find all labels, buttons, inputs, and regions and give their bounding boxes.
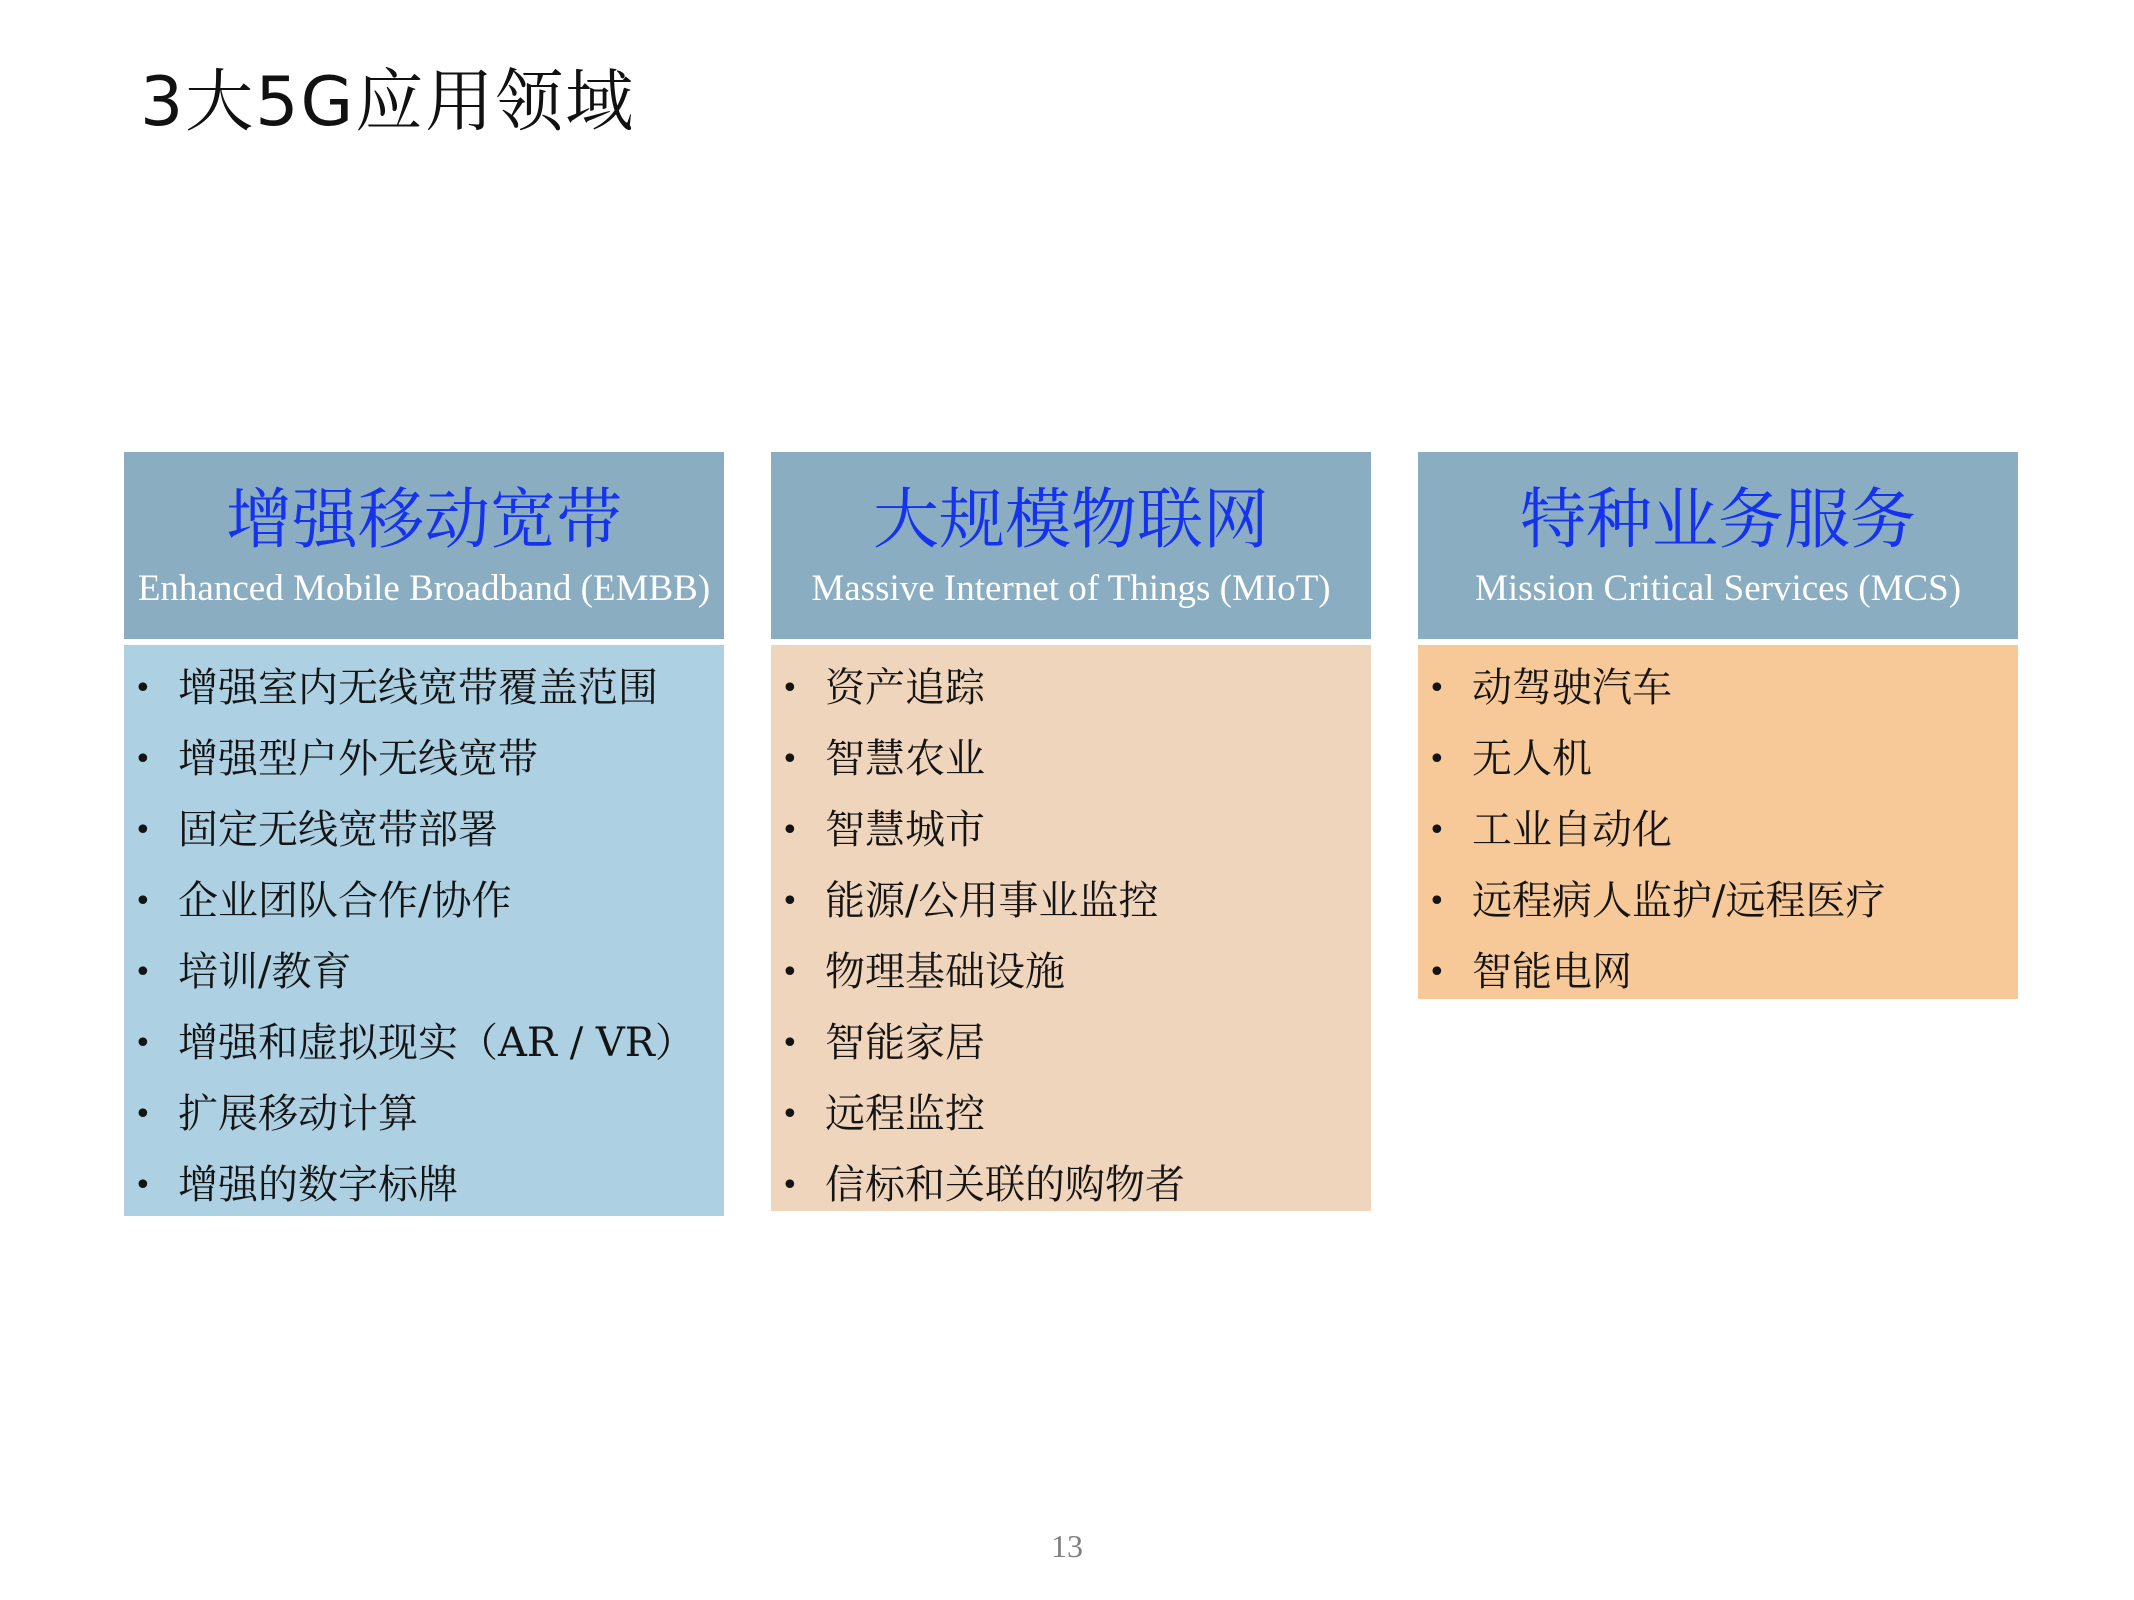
list-item-text: 智能家居 [825,1020,985,1066]
list-item-text: 信标和关联的购物者 [825,1162,1185,1208]
list-item-text: 智慧城市 [825,807,985,853]
bullet-icon: • [781,1168,799,1203]
list-item [779,1150,1371,1221]
bullet-icon: • [781,1026,799,1061]
panel-title: 特种业务服务 [1520,481,1916,558]
list-item-text: 物理基础设施 [825,949,1065,995]
list-item-text: 培训/教育 [178,949,352,995]
list-item [132,1079,724,1150]
list-item-text: 增强和虚拟现实（AR / VR） [178,1020,695,1066]
list-item [132,724,724,795]
panel-title: 大规模物联网 [873,481,1269,558]
list-item [1426,653,2018,724]
bullet-icon: • [781,813,799,848]
bullet-icon: • [781,1097,799,1132]
list-item [1426,937,2018,1008]
bullet-icon: • [1428,884,1446,919]
list-item-text: 能源/公用事业监控 [825,878,1159,924]
bullet-icon: • [134,884,152,919]
list-item [779,866,1371,937]
bullet-icon: • [1428,671,1446,706]
bullet-icon: • [134,1026,152,1061]
bullet-icon: • [1428,955,1446,990]
bullet-icon: • [134,671,152,706]
bullet-icon: • [134,955,152,990]
list-item [779,795,1371,866]
bullet-icon: • [1428,813,1446,848]
list-item-text: 无人机 [1472,736,1592,782]
list-item [1426,866,2018,937]
list-item-text: 智慧农业 [825,736,985,782]
page-number: 13 [1051,1528,1083,1564]
panel-body [1418,645,2018,999]
list-item-text: 远程监控 [825,1091,985,1137]
panel-subtitle: Mission Critical Services (MCS) [1474,568,1962,609]
bullet-icon: • [781,742,799,777]
bullet-icon: • [781,884,799,919]
bullet-list [1426,653,2018,1008]
list-item [779,1079,1371,1150]
list-item [779,653,1371,724]
list-item-text: 增强室内无线宽带覆盖范围 [178,665,658,711]
bullet-icon: • [134,813,152,848]
list-item-text: 增强型户外无线宽带 [178,736,538,782]
panel-title: 增强移动宽带 [226,481,622,558]
list-item-text: 资产追踪 [825,665,985,711]
list-item-text: 动驾驶汽车 [1472,665,1672,711]
panel-subtitle: Enhanced Mobile Broadband (EMBB) [137,568,711,609]
list-item [132,795,724,866]
bullet-list [132,653,724,1221]
panel-header [124,452,724,639]
list-item [132,937,724,1008]
panel-miot [771,452,1371,1211]
panel-mcs [1418,452,2018,999]
list-item-text: 远程病人监护/远程医疗 [1472,878,1886,924]
list-item [779,1008,1371,1079]
list-item-text: 工业自动化 [1472,807,1672,853]
list-item-text: 扩展移动计算 [178,1091,418,1137]
list-item-text: 智能电网 [1472,949,1632,995]
panel-embb [124,452,724,1216]
panel-header [1418,452,2018,639]
bullet-icon: • [134,1168,152,1203]
bullet-list [779,653,1371,1221]
list-item [1426,724,2018,795]
list-item-text: 固定无线宽带部署 [178,807,498,853]
bullet-icon: • [781,955,799,990]
list-item-text: 企业团队合作/协作 [178,878,512,924]
bullet-icon: • [134,1097,152,1132]
panel-subtitle: Massive Internet of Things (MIoT) [811,568,1331,609]
panel-header [771,452,1371,639]
bullet-icon: • [1428,742,1446,777]
list-item [1426,795,2018,866]
list-item [132,1008,724,1079]
list-item [132,1150,724,1221]
bullet-icon: • [781,671,799,706]
list-item-text: 增强的数字标牌 [178,1162,458,1208]
list-item [132,866,724,937]
panel-body [771,645,1371,1211]
panel-body [124,645,724,1216]
list-item [779,724,1371,795]
bullet-icon: • [134,742,152,777]
list-item [779,937,1371,1008]
slide-title: 3大5G应用领域 [140,63,636,142]
list-item [132,653,724,724]
